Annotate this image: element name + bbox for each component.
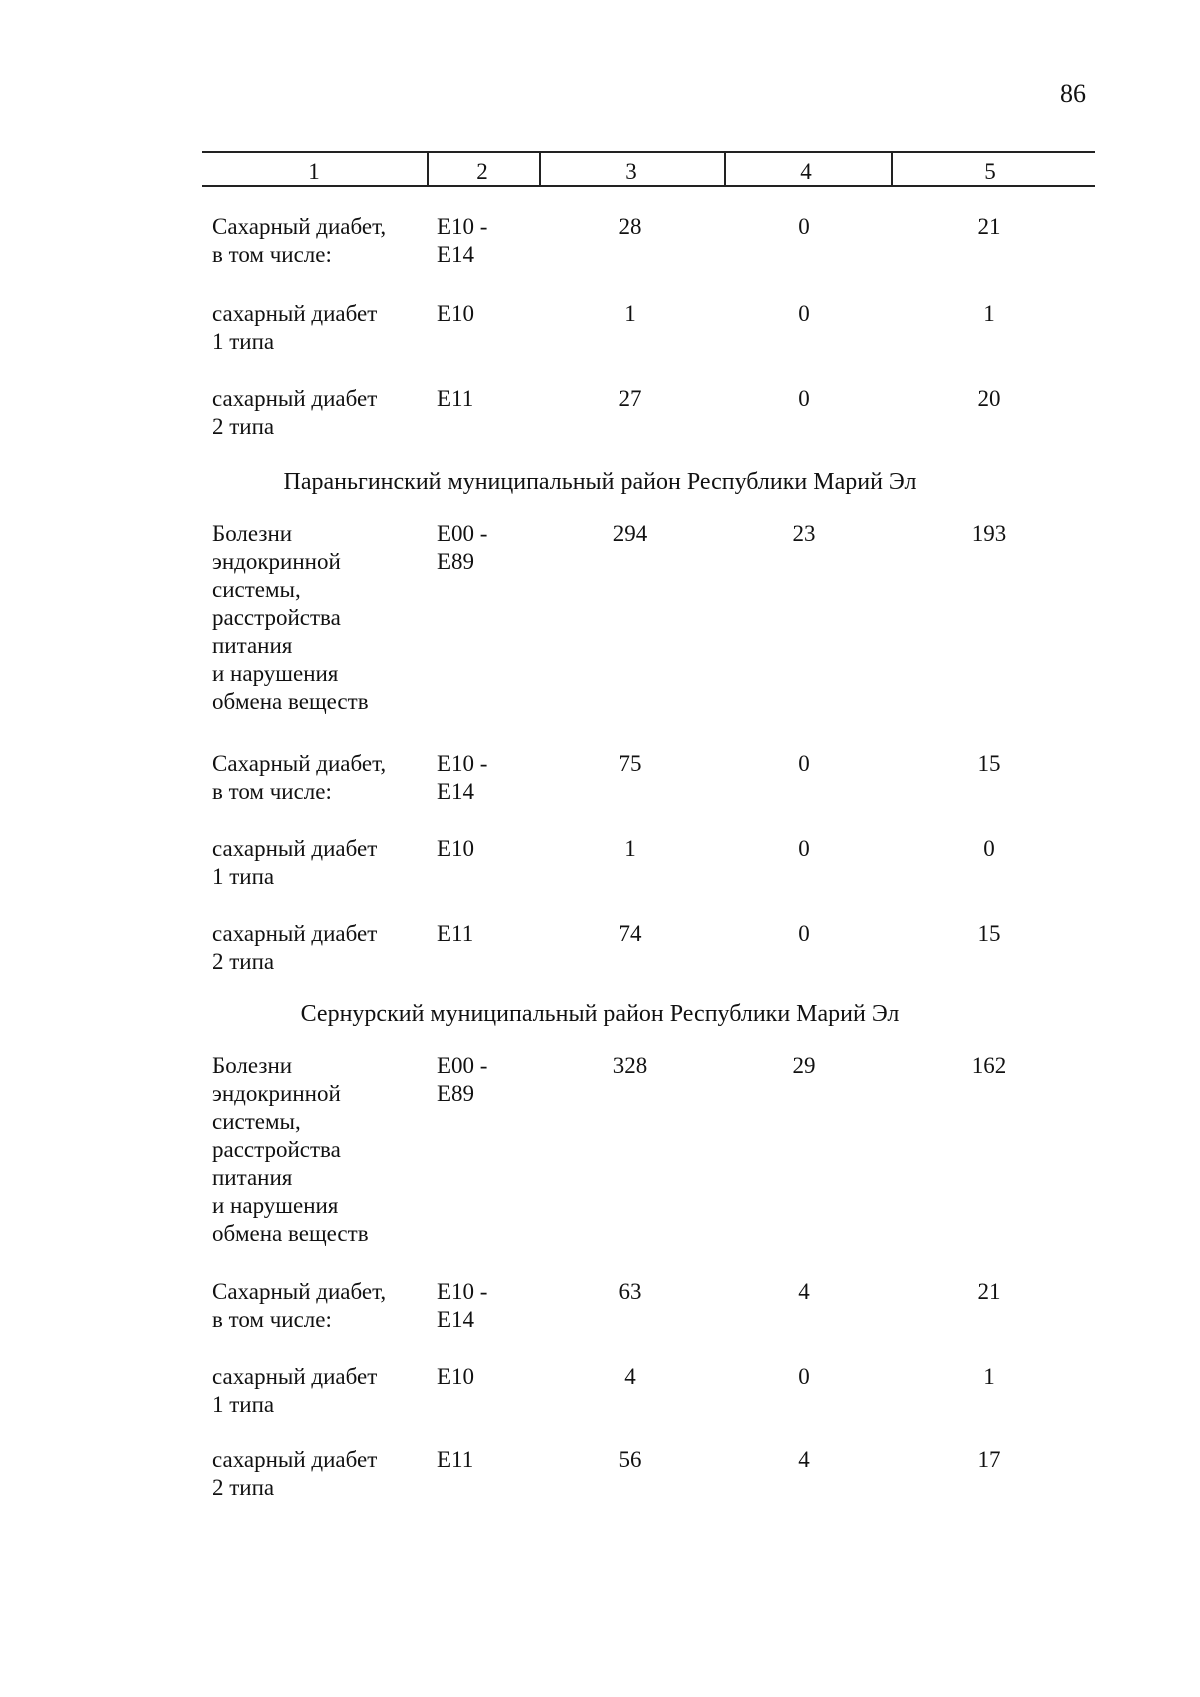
row-code-line: E10 - [437,214,488,239]
cell-col-4: 0 [798,921,810,946]
row-name-line: 2 типа [212,414,275,439]
row-name [212,835,417,891]
row-name-line: Сахарный диабет, [212,1279,387,1304]
row-name-line: в том числе: [212,242,332,267]
cell-col-5: 21 [977,1279,1001,1304]
header-divider [891,151,893,187]
row-name-line: 2 типа [212,949,275,974]
row-name-line: сахарный диабет [212,1364,378,1389]
row-name-line: 1 типа [212,329,275,354]
row-code [437,1446,517,1474]
row-name-line: питания [212,1165,293,1190]
row-name [212,1446,417,1502]
row-code-line: E14 [437,1307,475,1332]
row-name-line: сахарный диабет [212,1447,378,1472]
row-name-line: эндокринной [212,549,341,574]
cell-col-5: 20 [977,386,1001,411]
header-bottom-rule [202,185,1095,187]
row-code [437,920,517,948]
cell-col-5: 1 [983,301,995,326]
cell-col-3: 63 [618,1279,642,1304]
row-name-line: 1 типа [212,864,275,889]
row-code [437,1363,517,1391]
cell-col-4: 23 [792,521,816,546]
header-col-3: 3 [625,159,637,184]
cell-col-4: 0 [798,1364,810,1389]
cell-col-4: 4 [798,1447,810,1472]
row-code [437,750,517,806]
row-name [212,1052,417,1248]
row-name-line: расстройства [212,605,341,630]
row-name-line: питания [212,633,293,658]
row-code-line: E14 [437,242,475,267]
cell-col-3: 4 [624,1364,636,1389]
row-code-line: E10 [437,836,475,861]
cell-col-4: 4 [798,1279,810,1304]
header-divider [539,151,541,187]
row-code-line: E11 [437,386,474,411]
cell-col-3: 74 [618,921,642,946]
row-name-line: сахарный диабет [212,301,378,326]
cell-col-4: 0 [798,301,810,326]
row-name-line: Сахарный диабет, [212,214,387,239]
row-name-line: обмена веществ [212,689,369,714]
row-name [212,750,417,806]
row-code [437,1278,517,1334]
row-code-line: E00 - [437,1053,488,1078]
cell-col-3: 1 [624,301,636,326]
row-code-line: E14 [437,779,475,804]
cell-col-3: 75 [618,751,642,776]
row-name-line: в том числе: [212,779,332,804]
cell-col-4: 0 [798,836,810,861]
row-code-line: E89 [437,1081,475,1106]
row-name [212,920,417,976]
cell-col-5: 0 [983,836,995,861]
row-name-line: сахарный диабет [212,921,378,946]
row-name [212,385,417,441]
row-name-line: и нарушения [212,661,339,686]
row-code [437,300,517,328]
header-col-1: 1 [308,159,320,184]
cell-col-3: 328 [612,1053,648,1078]
cell-col-4: 0 [798,751,810,776]
row-name-line: 1 типа [212,1392,275,1417]
row-code [437,385,517,413]
cell-col-3: 1 [624,836,636,861]
row-code-line: E10 [437,301,475,326]
row-name-line: эндокринной [212,1081,341,1106]
row-name-line: сахарный диабет [212,386,378,411]
row-name [212,213,417,269]
cell-col-5: 21 [977,214,1001,239]
section-title: Сернурский муниципальный район Республики Марий Эл [300,1001,900,1027]
page-number: 86 [1060,79,1086,108]
row-name-line: расстройства [212,1137,341,1162]
cell-col-4: 29 [792,1053,816,1078]
row-code-line: E10 - [437,751,488,776]
section-title: Параньгинский муниципальный район Республики Марий Эл [283,469,917,495]
row-name [212,1363,417,1419]
header-col-5: 5 [984,159,996,184]
header-top-rule [202,151,1095,153]
row-name-line: системы, [212,577,301,602]
cell-col-3: 27 [618,386,642,411]
cell-col-5: 1 [983,1364,995,1389]
row-name-line: и нарушения [212,1193,339,1218]
header-divider [724,151,726,187]
row-name [212,520,417,716]
header-col-2: 2 [476,159,488,184]
row-code-line: E00 - [437,521,488,546]
header-divider [427,151,429,187]
row-code [437,213,517,269]
cell-col-5: 193 [971,521,1007,546]
row-name [212,1278,417,1334]
row-code-line: E89 [437,549,475,574]
row-code-line: E11 [437,1447,474,1472]
row-name-line: сахарный диабет [212,836,378,861]
cell-col-5: 162 [971,1053,1007,1078]
row-code [437,835,517,863]
row-name-line: Болезни [212,1053,293,1078]
row-code-line: E11 [437,921,474,946]
row-code [437,520,517,576]
row-name [212,300,417,356]
row-code [437,1052,517,1108]
row-name-line: 2 типа [212,1475,275,1500]
header-col-4: 4 [800,159,812,184]
row-name-line: Сахарный диабет, [212,751,387,776]
cell-col-5: 17 [977,1447,1001,1472]
row-code-line: E10 - [437,1279,488,1304]
row-code-line: E10 [437,1364,475,1389]
row-name-line: обмена веществ [212,1221,369,1246]
row-name-line: в том числе: [212,1307,332,1332]
cell-col-3: 294 [612,521,648,546]
cell-col-4: 0 [798,386,810,411]
row-name-line: Болезни [212,521,293,546]
cell-col-5: 15 [977,921,1001,946]
cell-col-5: 15 [977,751,1001,776]
row-name-line: системы, [212,1109,301,1134]
cell-col-3: 56 [618,1447,642,1472]
cell-col-4: 0 [798,214,810,239]
cell-col-3: 28 [618,214,642,239]
